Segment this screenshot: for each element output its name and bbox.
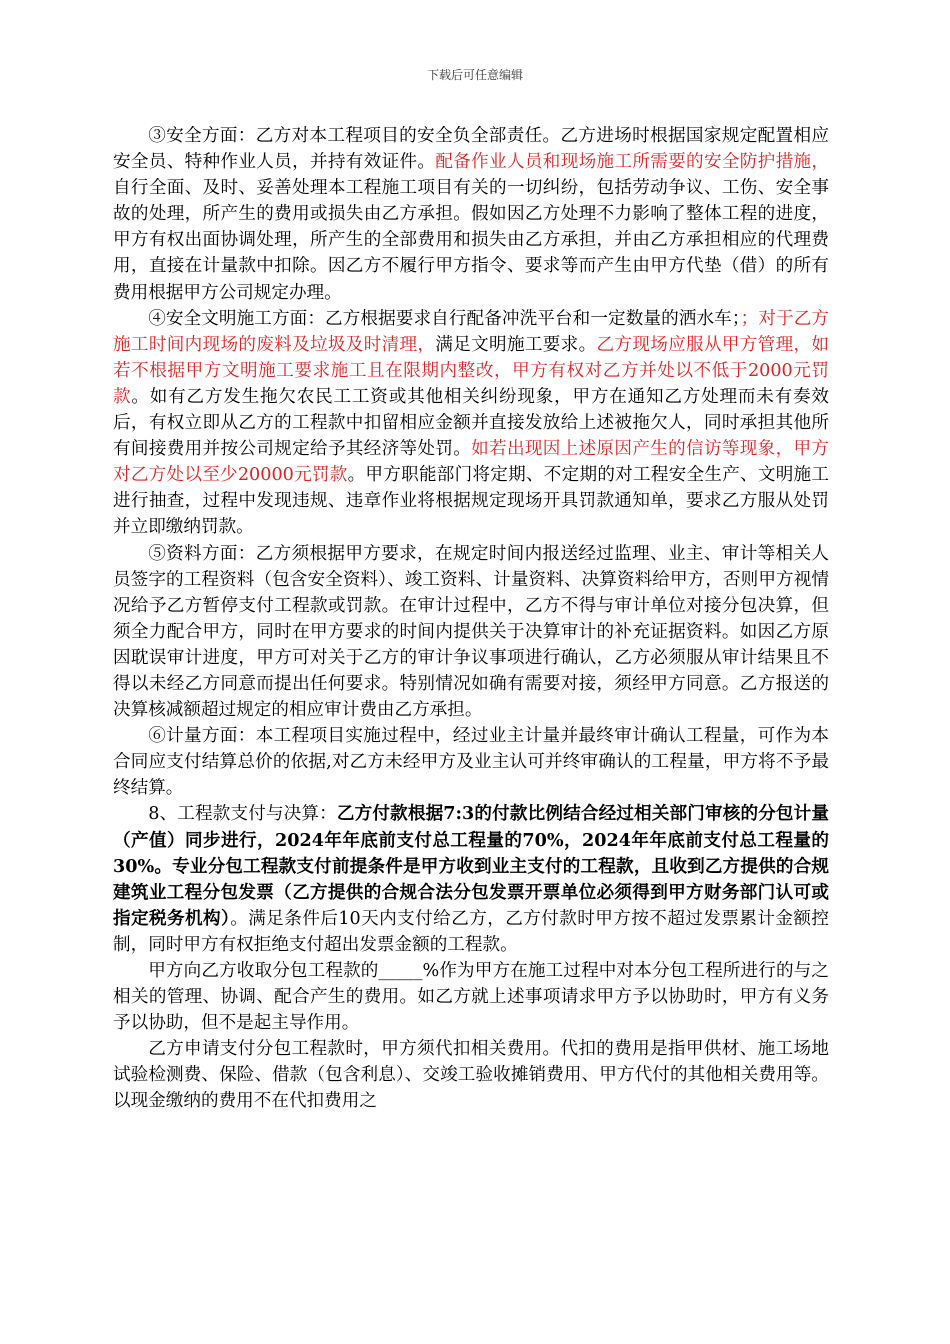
text-run: ③安全方面：乙方对本工程项目的安全负全部责任。乙方进场时根据国家规定配置相应安全员、特种作业人员，并持有效证件。 bbox=[113, 126, 829, 173]
text-run: 8、工程款支付与决算： bbox=[148, 804, 337, 825]
text-run: 满足文明施工要求。 bbox=[435, 334, 597, 355]
paragraph bbox=[113, 123, 829, 306]
text-run: 自行全面、及时、妥善处理本工程施工项目有关的一切纠纷，包括劳动争议、工伤、安全事故的处理，所产生的费用或损失由乙方承担。假如因乙方处理不力影响了整体工程的进度，甲方有权出面协调处理，所产生的全部费用和损失由乙方承担，并由乙方承担相应的代理费用，直接在计量款中扣除。因乙方不履行甲方指令、要求等而产生由甲方代垫（借）的所有费用根据甲方公司规定办理。 bbox=[113, 178, 829, 303]
text-run: 。甲方职能部门将定期、不定期的对工程安全生产、文明施工进行抽查，过程中发现违规、违章作业将根据规定现场开具罚款通知单，要求乙方服从处罚并立即缴纳罚款。 bbox=[113, 465, 829, 538]
paragraph bbox=[113, 1036, 829, 1114]
document-body bbox=[113, 123, 829, 1115]
text-run: 乙方申请支付分包工程款时，甲方须代扣相关费用。代扣的费用是指甲供材、施工场地试验检测费、保险、借款（包含利息）、交竣工验收摊销费用、甲方代付的其他相关费用等。以现金缴纳的费用不在代扣费用之 bbox=[113, 1039, 829, 1112]
text-run: ④安全文明施工方面：乙方根据要求自行配备冲洗平台和一定数量的洒水车； bbox=[148, 308, 741, 329]
text-run: 甲方向乙方收取分包工程款的_____%作为甲方在施工过程中对本分包工程所进行的与之相关的管理、协调、配合产生的费用。如乙方就上述事项请求甲方予以协助时，甲方有义务予以协助，但不是起主导作用。 bbox=[113, 961, 829, 1034]
text-run: 。满足条件后10天内支付给乙方，乙方付款时甲方按不超过发票累计金额控制，同时甲方有权拒绝支付超出发票金额的工程款。 bbox=[113, 908, 829, 955]
paragraph bbox=[113, 306, 829, 541]
highlighted-text: 乙方现场应服从甲方管理，如若不根据甲方文明施工要求施工且在限期内整改，甲方有权对乙方并处以不低于2000元罚款 bbox=[113, 334, 829, 407]
highlighted-text: ；对于乙方施工时间内现场的废料及垃圾及时清理， bbox=[113, 308, 829, 355]
paragraph bbox=[113, 958, 829, 1036]
text-run: 。如有乙方发生拖欠农民工工资或其他相关纠纷现象，甲方在通知乙方处理而未有奏效后，有权立即从乙方的工程款中扣留相应金额并直接发放给上述被拖欠人，同时承担其他所有间接费用并按公司规定给予其经济等处罚。 bbox=[113, 386, 829, 460]
text-run: ⑤资料方面：乙方须根据甲方要求，在规定时间内报送经过监理、业主、审计等相关人员签字的工程资料（包含安全资料）、竣工资料、计量资料、决算资料给甲方，否则甲方视情况给予乙方暂停支付工程款或罚款。在审计过程中，乙方不得与审计单位对接分包决算，但须全力配合甲方，同时在甲方要求的时间内提供关于决算审计的补充证据资料。如因乙方原因耽误审计进度，甲方可对关于乙方的审计争议事项进行确认，乙方必须服从审计结果且不得以未经乙方同意而提出任何要求。特别情况如确有需要对接，须经甲方同意。乙方报送的决算核减额超过规定的相应审计费由乙方承担。 bbox=[113, 543, 829, 721]
paragraph bbox=[113, 541, 829, 724]
bold-text: 乙方付款根据7:3的付款比例结合经过相关部门审核的分包计量（产值）同步进行，2024年年底前支付总工程量的70%，2024年年底前支付总工程量的30%。专业分包工程款支付前提条件是甲方收到业主支付的工程款，且收到乙方提供的合规建筑业工程分包发票（乙方提供的合规合法分包发票开票单位必须得到甲方财务部门认可或指定税务机构） bbox=[113, 803, 829, 929]
highlighted-text: 如若出现因上述原因产生的信访等现象，甲方对乙方处以至少20000元罚款 bbox=[113, 439, 829, 486]
paragraph bbox=[113, 723, 829, 801]
paragraph bbox=[113, 801, 829, 958]
page-header: 下载后可任意编辑 bbox=[426, 68, 523, 82]
highlighted-text: 配备作业人员和现场施工所需要的安全防护措施， bbox=[435, 152, 829, 173]
text-run: ⑥计量方面：本工程项目实施过程中，经过业主计量并最终审计确认工程量，可作为本合同应支付结算总价的依据,对乙方未经甲方及业主认可并终审确认的工程量，甲方将不予最终结算。 bbox=[113, 726, 829, 799]
